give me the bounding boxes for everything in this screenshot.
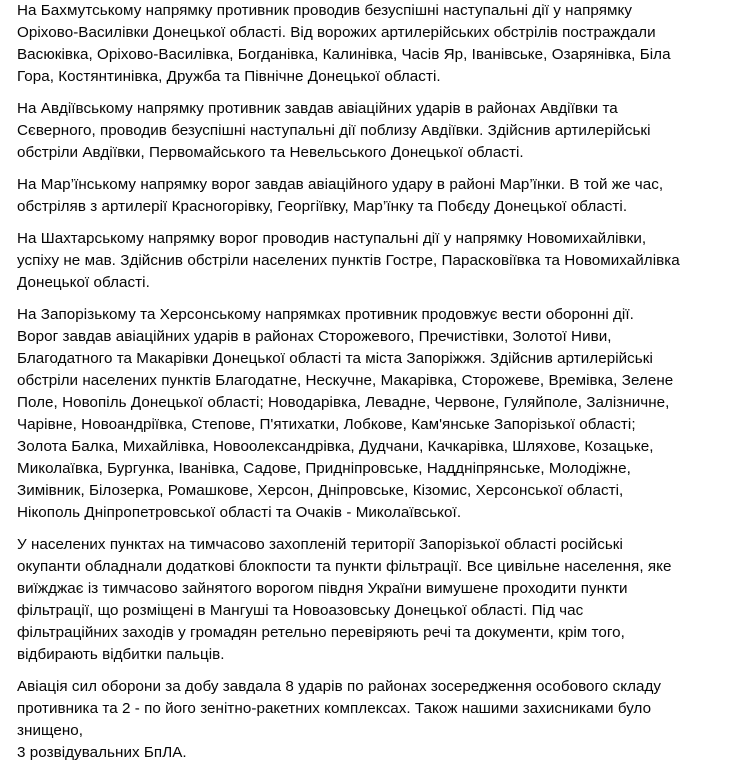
paragraph-zaporizhzhia-kherson: На Запорізькому та Херсонському напрямках противник продовжує вести оборонні дії. Ворог завдав авіаційних ударів в районах Сторожевого, Пречистівки, Золотої Ниви, Благодатного та Макарівки Донецької області та міста Запоріжжя. Здійснив артилерійські обстріли населених пунктів Благодатне, Нескучне, Макарівка, Сторожеве, Времівка, Зелене Поле, Новопіль Донецької області; Новодарівка, Левадне, Червоне, Гуляйполе, Залізничне, Чарівне, Новоандріївка, Степове, П'ятихатки, Лобкове, Кам'янське Запорізької області; Золота Балка, Михайлівка, Новоолександрівка, Дудчани, Качкарівка, Шляхове, Козацьке, Миколаївка, Бургунка, Іванівка, Садове, Придніпровське, Наддніпрянське, Молодіжне, Зимівник, Білозерка, Ромашкове, Херсон, Дніпровське, Кізомис, Херсонської області, Нікополь Дніпропетровської області та Очаків - Миколаївської.: [17, 306, 674, 521]
post-body: [17, 0, 745, 774]
paragraph-marinka: На Мар’їнському напрямку ворог завдав авіаційного удару в районі Мар’їнки. В той же час, обстріляв з артилерії Красногорівку, Георгіївку, Мар’їнку та Побєду Донецької області.: [17, 176, 664, 215]
paragraph-filtration: У населених пунктах на тимчасово захопленій території Запорізької області російські окупанти обладнали додаткові блокпости та пункти фільтрації. Все цивільне населення, яке виїжджає із тимчасово зайнятого ворогом півдня України вимушене проходити пункти фільтрації, що розміщені в Мангуші та Новоазовську Донецької області. Під час фільтраційних заходів у громадян ретельно перевіряють речі та документи, крім того, відбирають відбитки пальців.: [17, 536, 672, 663]
paragraph-shakhtarsk: На Шахтарському напрямку ворог проводив наступальні дії у напрямку Новомихайлівки, успіху не мав. Здійснив обстріли населених пунктів Гостре, Парасковіївка та Новомихайлівка Донецької області.: [17, 230, 680, 291]
paragraph-avdiivka: На Авдіївському напрямку противник завдав авіаційних ударів в районах Авдіївки та Сєверного, проводив безуспішні наступальні дії поблизу Авдіївки. Здійснив артилерійські обстріли Авдіївки, Первомайського та Невельського Донецької області.: [17, 100, 651, 161]
paragraph-aviation: Авіація сил оборони за добу завдала 8 ударів по районах зосередження особового складу противника та 2 - по його зенітно-ракетних комплексах. Також нашими захисниками було знищено, 3 розвідувальних БпЛА.: [17, 678, 662, 761]
paragraph-bakhmut: На Бахмутському напрямку противник проводив безуспішні наступальні дії у напрямку Оріхово-Василівки Донецької області. Від ворожих артилерійських обстрілів постраждали Васюківка, Оріхово-Василівка, Богданівка, Калинівка, Часів Яр, Іванівське, Озарянівка, Біла Гора, Костянтинівка, Дружба та Північне Донецької області.: [17, 2, 671, 85]
